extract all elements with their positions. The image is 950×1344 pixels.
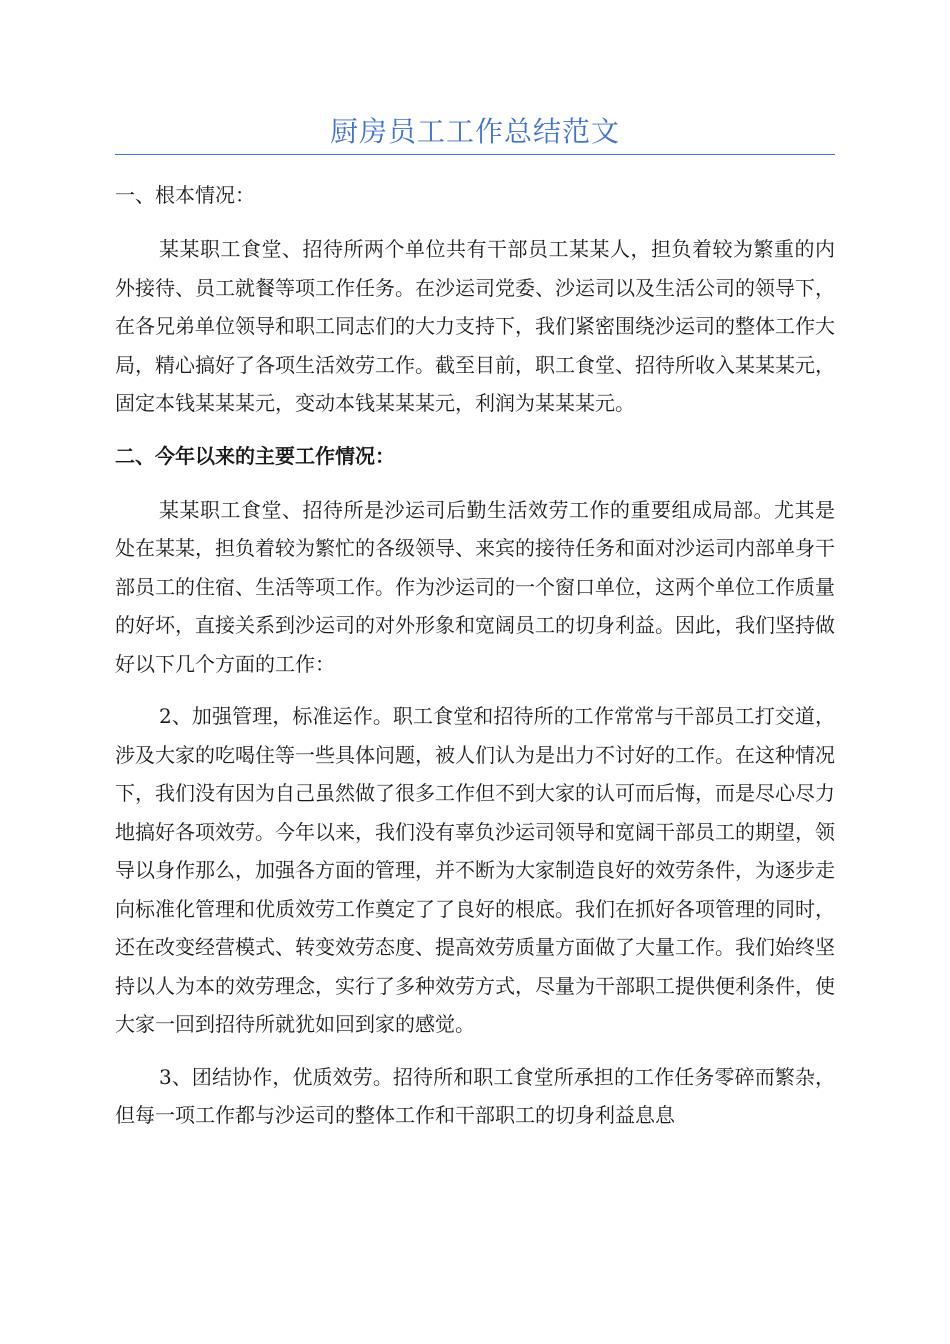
document-title: 厨房员工工作总结范文 bbox=[329, 115, 620, 148]
paragraph-basic-situation: 某某职工食堂、招待所两个单位共有干部员工某某人，担负着较为繁重的内外接待、员工就餐等项工作任务。在沙运司党委、沙运司以及生活公司的领导下，在各兄弟单位领导和职工同志们的大力支持下，我们紧密围绕沙运司的整体工作大局，精心搞好了各项生活效劳工作。截至目前，职工食堂、招待所收入某某某元，固定本钱某某某元，变动本钱某某某元，利润为某某某元。 bbox=[115, 237, 835, 415]
paragraph-main-work-intro: 某某职工食堂、招待所是沙运司后勤生活效劳工作的重要组成局部。尤其是处在某某，担负着较为繁忙的各级领导、来宾的接待任务和面对沙运司内部单身干部员工的住宿、生活等项工作。作为沙运司的一个窗口单位，这两个单位工作质量的好坏，直接关系到沙运司的对外形象和宽阔员工的切身利益。因此，我们坚持做好以下几个方面的工作： bbox=[115, 497, 835, 676]
paragraph-cooperation: 3、团结协作，优质效劳。招待所和职工食堂所承担的工作任务零碎而繁杂，但每一项工作都与沙运司的整体工作和干部职工的切身利益息息 bbox=[115, 1064, 835, 1127]
paragraph-management: 2、加强管理，标准运作。职工食堂和招待所的工作常常与干部员工打交道，涉及大家的吃喝住等一些具体问题，被人们认为是出力不讨好的工作。在这种情况下，我们没有因为自己虽然做了很多工作但不到大家的认可而后悔，而是尽心尽力地搞好各项效劳。今年以来，我们没有辜负沙运司领导和宽阔干部员工的期望，领导以身作那么，加强各方面的管理，并不断为大家制造良好的效劳条件，为逐步走向标准化管理和优质效劳工作奠定了了良好的根底。我们在抓好各项管理的同时，还在改变经营模式、转变效劳态度、提高效劳质量方面做了大量工作。我们始终坚持以人为本的效劳理念，实行了多种效劳方式，尽量为干部职工提供便利条件，使大家一回到招待所就犹如回到家的感觉。 bbox=[115, 704, 835, 1036]
title-underline bbox=[115, 154, 835, 155]
section-heading-main-work: 二、今年以来的主要工作情况： bbox=[115, 443, 395, 468]
section-heading-basic: 一、根本情况： bbox=[115, 183, 255, 207]
document-body bbox=[115, 176, 835, 1149]
